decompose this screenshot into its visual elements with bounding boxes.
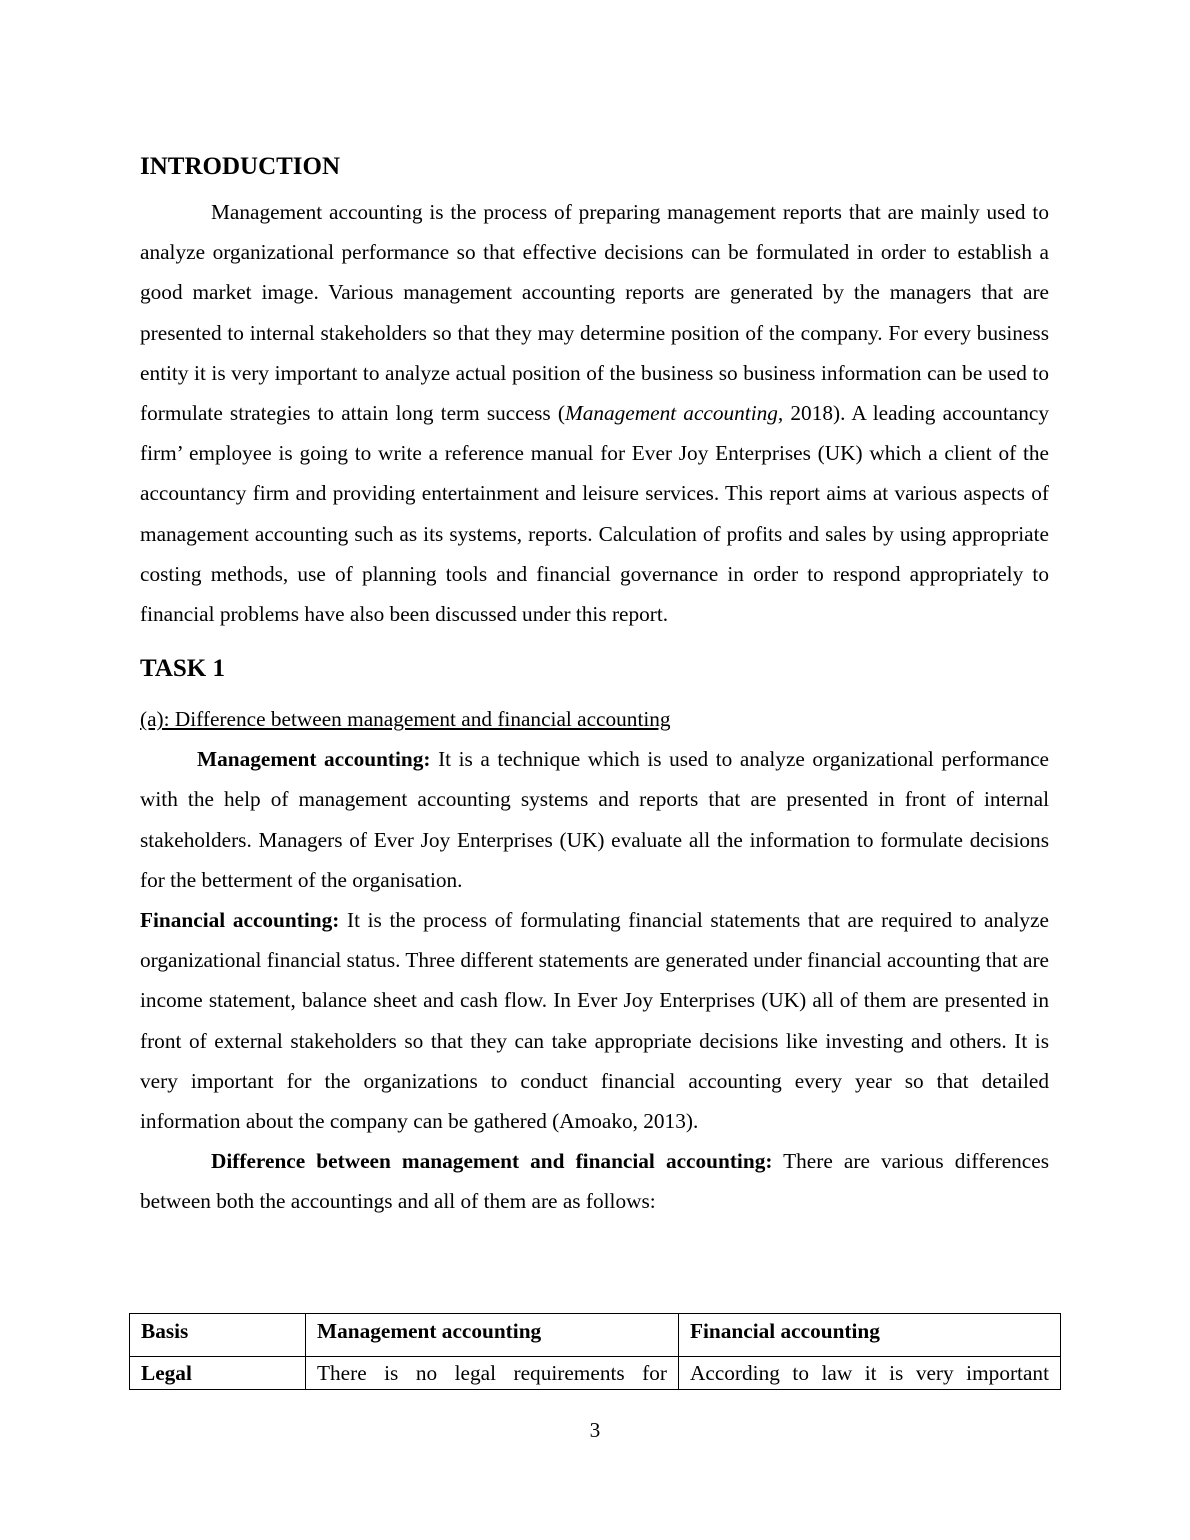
financial-accounting-paragraph [140, 900, 1049, 1141]
task1-subheading: (a): Difference between management and financial accounting [140, 707, 671, 732]
management-accounting-text: It is a technique which is used to analyze organizational performance with the help of management accounting systems and reports that are presented in front of internal stakeholders. Managers of Ever Joy Enterprises (UK) evaluate all the information to formulate decisions for the betterment of the organisation. [140, 747, 1050, 892]
document-page [140, 150, 1049, 1222]
intro-citation: Management accounting, [564, 401, 784, 426]
table-header-cell: Financial accounting [679, 1314, 1061, 1357]
intro-text-a: Management accounting is the process of preparing management reports that are mainly used to analyze organizational performance so that effective decisions can be formulated in order to establish a good market image. Various management accounting reports are generated by the managers that are presented to internal stakeholders so that they may determine position of the company. For every business entity it is very important to analyze actual position of the business so business information can be used to formulate strategies to attain long term success ( [140, 200, 1049, 426]
intro-heading: INTRODUCTION [140, 153, 341, 180]
intro-text-b: 2018). A leading accountancy firm’ employee is going to write a reference manual for Ever Joy Enterprises (UK) which a client of the accountancy firm and providing entertainment and leisure services. This report aims at various aspects of management accounting such as its systems, reports. Calculation of profits and sales by using appropriate costing methods, use of planning tools and financial governance in order to respond appropriately to financial problems have also been discussed under this report. [140, 401, 1050, 627]
difference-term: Difference between management and financial accounting: [211, 1149, 773, 1174]
intro-paragraph [140, 192, 1049, 634]
financial-accounting-term: Financial accounting: [140, 908, 340, 933]
difference-text: There are various differences between both the accountings and all of them are as follows: [140, 1149, 1049, 1214]
management-accounting-term: Management accounting: [197, 747, 431, 772]
difference-paragraph [140, 1141, 1049, 1221]
page-number: 3 [589, 1418, 601, 1442]
table-header-row [130, 1314, 1061, 1357]
financial-accounting-text: It is the process of formulating financial statements that are required to analyze organizational financial status. Three different statements are generated under financial accounting that are income statement, balance sheet and cash flow. In Ever Joy Enterprises (UK) all of them are presented in front of external stakeholders so that they can take appropriate decisions like investing and others. It is very important for the organizations to conduct financial accounting every year so that detailed information about the company can be gathered (Amoako, 2013). [140, 908, 1049, 1134]
table-row [130, 1357, 1061, 1390]
table-cell: Legal [130, 1357, 306, 1390]
table-cell: There is no legal requirements for [306, 1357, 679, 1390]
management-accounting-paragraph [140, 739, 1049, 900]
table-cell: According to law it is very important [679, 1357, 1061, 1390]
table-header-cell: Basis [130, 1314, 306, 1357]
task1-heading: TASK 1 [140, 655, 225, 683]
table-header-cell: Management accounting [306, 1314, 679, 1357]
difference-table [129, 1313, 1061, 1390]
